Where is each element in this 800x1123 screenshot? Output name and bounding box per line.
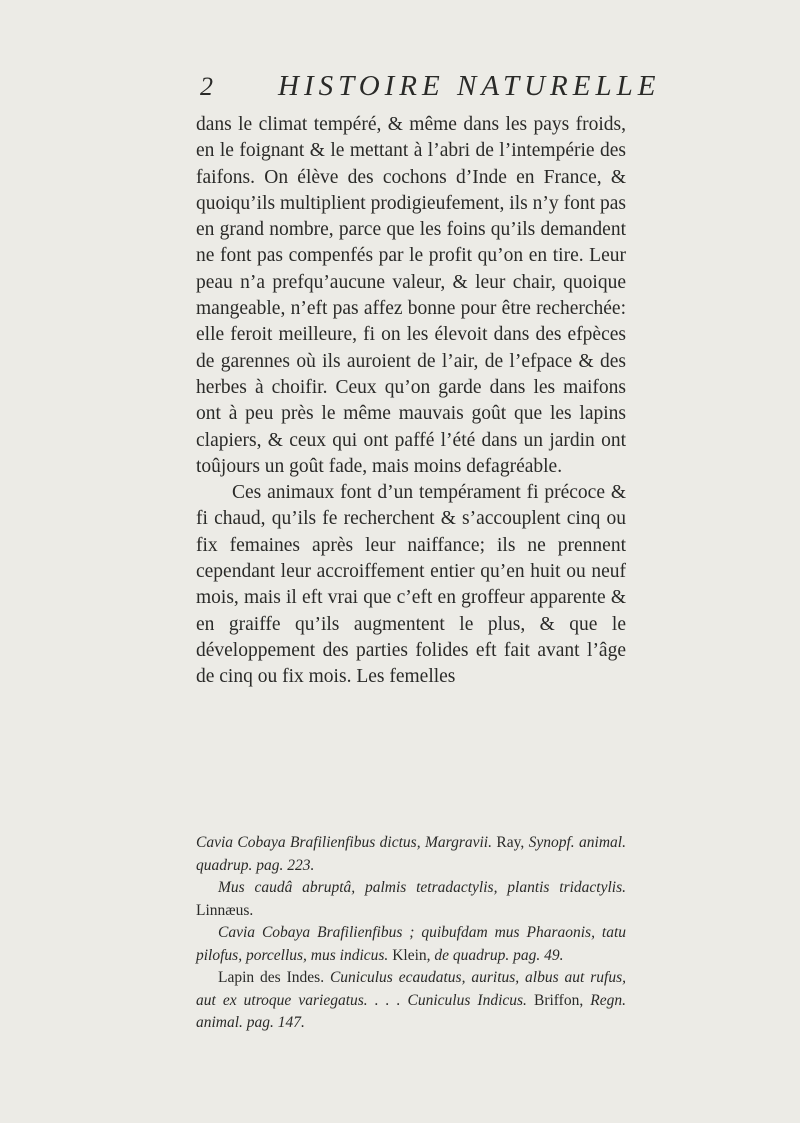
footnote-author: Klein,	[388, 946, 435, 964]
footnote-citation: Cuniculus ecaudatus, auritus, albus aut rufus, aut ex utroque variegatus. . . . Cuniculus Indicus.	[196, 969, 626, 1009]
paragraph: dans le climat tempéré, & même dans les pays froids, en le foignant & le mettant à l’abri de l’intempérie des faifons. On élève des cochons d’Inde en France, & quoiqu’ils multiplient prodigieufement, ils n’y font pas en grand nombre, parce que les foins qu’ils demandent ne font pas compenfés par le profit qu’on en tire. Leur peau n’a prefqu’aucune valeur, & leur chair, quoique mangeable, n’eft pas affez bonne pour être recherchée: elle feroit meilleure, fi on les élevoit dans des efpèces de garennes où ils auroient de l’air, de l’efpace & des herbes à choifir. Ceux qu’on garde dans les maifons ont à peu près le même mauvais goût que les lapins clapiers, & ceux qui ont paffé l’été dans un jardin ont toûjours un goût fade, mais moins defagréable.	[196, 114, 626, 477]
page-number: 2	[200, 72, 213, 101]
footnote-author: Briffon,	[526, 991, 591, 1009]
footnote	[196, 832, 626, 877]
footnote-author: Ray,	[491, 834, 529, 851]
footnote-author: Linnæus.	[196, 901, 254, 919]
footnote-citation: Cavia Cobaya Brafilienfibus dictus, Margravii.	[196, 834, 492, 851]
footnote-source: Regn. animal. pag. 147.	[196, 991, 626, 1031]
footnote	[196, 967, 626, 1035]
running-title: HISTOIRE NATURELLE	[278, 70, 661, 102]
footnote-citation: Cavia Cobaya Brafilienfibus ; quibufdam mus Pharaonis, tatu pilofus, porcellus, mus indicus.	[196, 924, 626, 964]
footnote-name: Lapin des Indes.	[218, 969, 330, 986]
main-text	[196, 112, 626, 691]
footnote	[196, 877, 626, 922]
footnote-source: de quadrup. pag. 49.	[434, 946, 564, 964]
footnote-citation: Mus caudâ abruptâ, palmis tetradactylis, plantis tridactylis.	[218, 879, 626, 896]
footnote-source: Synopf. animal. quadrup. pag. 223.	[196, 834, 626, 874]
footnotes	[196, 832, 626, 1035]
page-header	[200, 70, 661, 110]
paragraph: Ces animaux font d’un tempérament fi précoce & fi chaud, qu’ils fe recherchent & s’accouplent cinq ou fix femaines après leur naiffance; ils ne prennent cependant leur accroiffement entier qu’en huit ou neuf mois, mais il eft vrai que c’eft en groffeur apparente & en graiffe qu’ils augmentent le plus, & que le développement des parties folides eft fait avant l’âge de cinq ou fix mois. Les femelles	[196, 482, 626, 688]
footnote	[196, 922, 626, 967]
